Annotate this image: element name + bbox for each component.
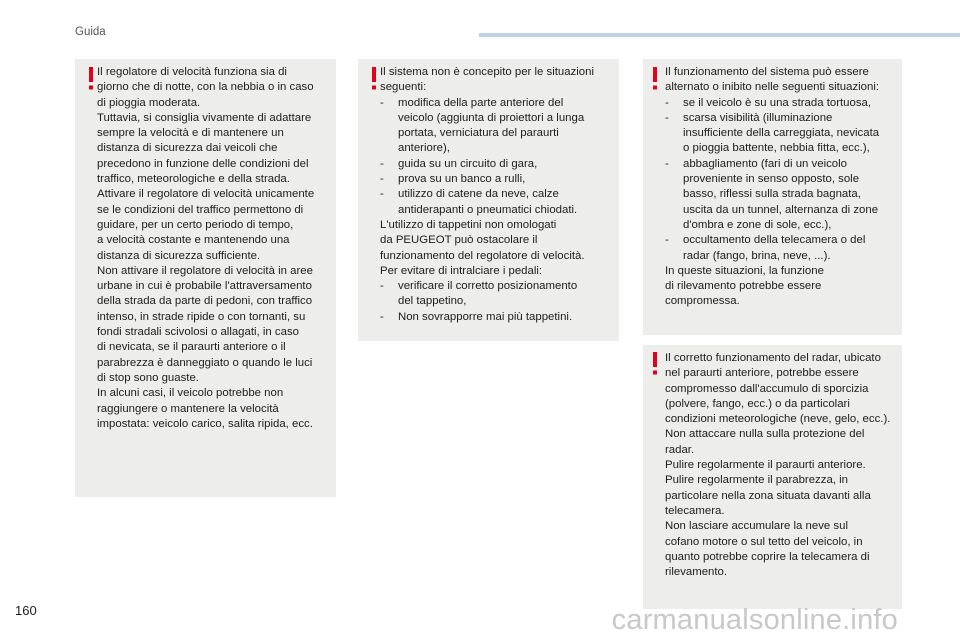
text-line: del tappetino, — [398, 295, 467, 308]
exclamation-warning-icon — [650, 352, 660, 376]
text-line: distanza di sicurezza dai veicoli che — [97, 142, 278, 155]
list-dash: - — [665, 234, 669, 247]
text-line: di rilevamento potrebbe essere — [665, 280, 822, 293]
warning-text — [380, 65, 618, 325]
text-line: se il veicolo è su una strada tortuosa, — [683, 96, 872, 109]
text-line: urbane in cui è probabile l'attraversamento — [97, 280, 312, 293]
list-item — [380, 157, 618, 172]
text-line: raggiungere o mantenere la velocità — [97, 402, 279, 415]
text-line: uscita da un tunnel, alternanza di zone — [683, 203, 879, 216]
list-dash: - — [665, 111, 669, 124]
list-dash: - — [380, 157, 384, 170]
text-line: da PEUGEOT può ostacolare il — [380, 234, 538, 247]
list-dash: - — [380, 188, 384, 201]
list-dash: - — [665, 96, 669, 109]
text-line: particolare nella zona situata davanti alla — [665, 489, 871, 502]
text-line: della strada da parte di pedoni, con traffico — [97, 295, 313, 308]
text-line: Il funzionamento del sistema può essere — [665, 66, 869, 78]
text-line: distanza di sicurezza sufficiente. — [97, 249, 261, 262]
text-line: Per evitare di intralciare i pedali: — [380, 264, 543, 277]
text-line: nel paraurti anteriore, potrebbe essere — [665, 367, 859, 380]
warning-text — [665, 351, 903, 580]
text-line: radar (fango, brina, neve, ...). — [683, 249, 831, 262]
text-line: compromessa. — [665, 295, 740, 308]
text-line: quanto potrebbe coprire la telecamera di — [665, 550, 870, 563]
text-line: portata, verniciatura del paraurti — [398, 127, 559, 140]
list-item — [380, 187, 618, 218]
text-line: di nevicata, se il paraurti anteriore o il — [97, 341, 286, 354]
text-line: intenso, in strade ripide o con tornanti, su — [97, 310, 306, 323]
watermark: carmanualsonline.info — [611, 604, 898, 636]
text-line: Il regolatore di velocità funziona sia di — [97, 66, 287, 78]
text-line: seguenti: — [380, 81, 427, 94]
text-line: d'ombra e zone di sole, ecc.), — [683, 218, 832, 231]
warning-text — [97, 65, 337, 432]
text-line: precedono in funzione delle condizioni del — [97, 157, 309, 170]
text-line: proveniente in senso opposto, sole — [683, 173, 860, 186]
text-line: di pioggia moderata. — [97, 96, 201, 109]
text-line: veicolo (aggiunta di proiettori a lunga — [398, 111, 585, 124]
warning-box-speed-regulator — [75, 59, 336, 497]
text-line: Il sistema non è concepito per le situazioni — [380, 66, 595, 78]
text-line: verificare il corretto posizionamento — [398, 280, 578, 293]
text-line: se le condizioni del traffico permettono di — [97, 203, 304, 216]
text-line: guidare, per un certo periodo di tempo, — [97, 218, 294, 231]
text-line: condizioni meteorologiche (neve, gelo, ecc.). — [665, 413, 891, 426]
text-line: a velocità costante e mantenendo una — [97, 234, 290, 247]
text-line: basso, riflessi sulla strada bagnata, — [683, 188, 861, 201]
list-dash: - — [380, 310, 384, 323]
text-line: antiderapanti o pneumatici chiodati. — [398, 203, 578, 216]
list-item — [380, 96, 618, 157]
page-number: 160 — [15, 603, 37, 618]
warning-text — [665, 65, 903, 310]
list-dash: - — [380, 96, 384, 109]
text-line: rilevamento. — [665, 566, 728, 579]
text-line: Non attaccare nulla sulla protezione del — [665, 428, 865, 441]
list-item — [380, 172, 618, 187]
text-line: o pioggia battente, nebbia fitta, ecc.), — [683, 142, 870, 155]
list-item — [665, 96, 903, 111]
page-section-title: Guida — [75, 26, 106, 38]
list-item — [665, 111, 903, 157]
text-line: alternato o inibito nelle seguenti situazioni: — [665, 81, 880, 94]
text-line: Pulire regolarmente il paraurti anteriore. — [665, 459, 866, 472]
warning-box-radar — [643, 345, 902, 609]
text-line: parabrezza è danneggiato o quando le luci — [97, 356, 313, 369]
text-line: sempre la velocità e di mantenere un — [97, 127, 284, 140]
exclamation-warning-icon — [86, 67, 96, 91]
list-dash: - — [665, 157, 669, 170]
text-line: abbagliamento (fari di un veicolo — [683, 157, 847, 170]
text-line: funzionamento del regolatore di velocità. — [380, 249, 585, 262]
list-dash: - — [380, 280, 384, 293]
list-dash: - — [380, 173, 384, 186]
text-line: modifica della parte anteriore del — [398, 96, 564, 109]
text-line: Il corretto funzionamento del radar, ubicato — [665, 352, 881, 364]
text-line: prova su un banco a rulli, — [398, 173, 526, 186]
text-line: In queste situazioni, la funzione — [665, 264, 824, 277]
warning-box-function-inhibited — [643, 59, 902, 335]
exclamation-warning-icon — [369, 67, 379, 91]
text-line: anteriore), — [398, 142, 450, 155]
text-line: occultamento della telecamera o del — [683, 234, 866, 247]
text-line: Attivare il regolatore di velocità unicamente — [97, 188, 315, 201]
text-line: Pulire regolarmente il parabrezza, in — [665, 474, 848, 487]
text-line: cofano motore o sul tetto del veicolo, in — [665, 535, 863, 548]
text-line: Non lasciare accumulare la neve sul — [665, 520, 848, 533]
text-line: compromesso dall'accumulo di sporcizia — [665, 382, 869, 395]
text-line: insufficiente della carreggiata, nevicata — [683, 127, 880, 140]
text-line: radar. — [665, 443, 695, 456]
text-line: traffico, meteorologiche e della strada. — [97, 173, 290, 186]
exclamation-warning-icon — [650, 67, 660, 91]
text-line: scarsa visibilità (illuminazione — [683, 111, 833, 124]
text-line: Tuttavia, si consiglia vivamente di adattare — [97, 111, 312, 124]
text-line: telecamera. — [665, 504, 725, 517]
text-line: di stop sono guaste. — [97, 371, 199, 384]
text-line: In alcuni casi, il veicolo potrebbe non — [97, 387, 284, 400]
text-line: utilizzo di catene da neve, calze — [398, 188, 559, 201]
text-line: Non sovrapporre mai più tappetini. — [398, 310, 573, 323]
header-accent-bar — [479, 33, 960, 37]
list-item — [665, 233, 903, 264]
text-line: L'utilizzo di tappetini non omologati — [380, 218, 557, 231]
warning-box-system-limits — [358, 59, 619, 341]
text-line: fondi stradali scivolosi o allagati, in caso — [97, 326, 299, 339]
text-line: giorno che di notte, con la nebbia o in caso — [97, 81, 314, 94]
text-line: guida su un circuito di gara, — [398, 157, 538, 170]
text-line: Non attivare il regolatore di velocità in aree — [97, 264, 313, 277]
text-line: impostata: veicolo carico, salita ripida, ecc. — [97, 417, 313, 430]
list-item — [380, 310, 618, 325]
text-line: (polvere, fango, ecc.) o da particolari — [665, 397, 850, 410]
list-item — [380, 279, 618, 310]
list-item — [665, 157, 903, 233]
